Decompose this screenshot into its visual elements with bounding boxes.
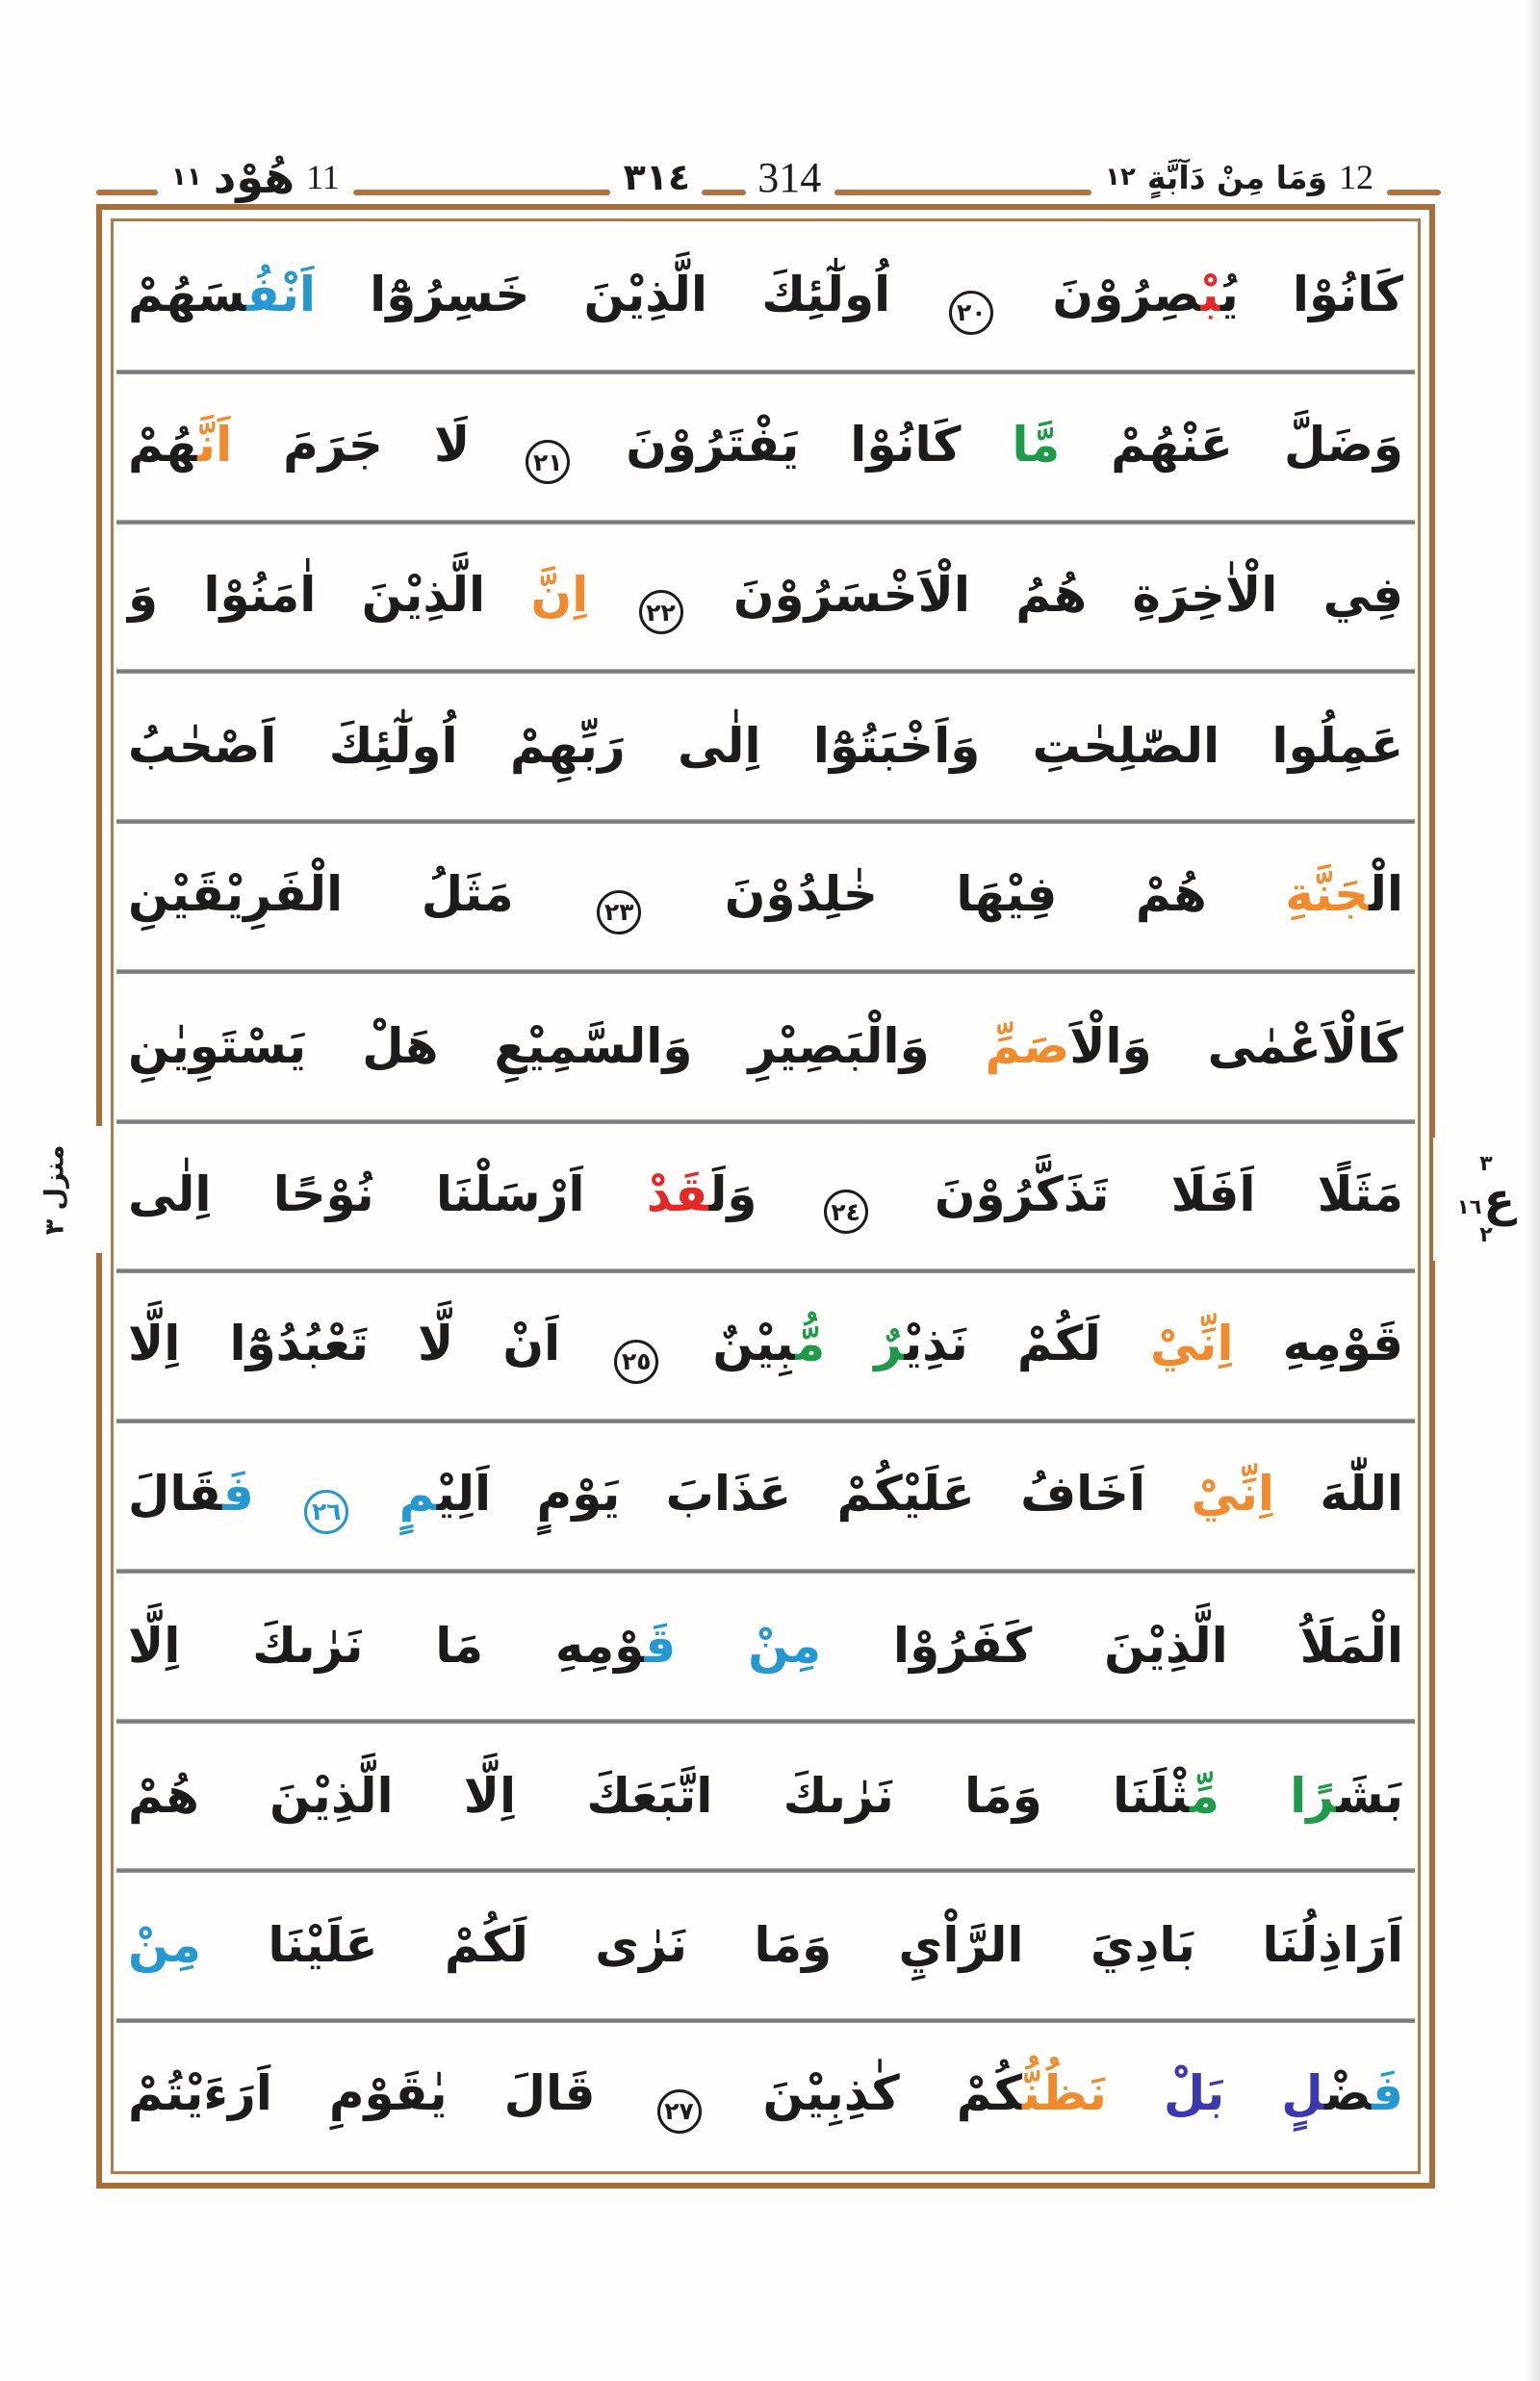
quran-line-text — [116, 1909, 1415, 1982]
text-segment: الْمَلَاُ الَّذِيْنَ كَفَرُوْا — [821, 1617, 1403, 1674]
text-segment: مِنْ قَ‍ — [644, 1617, 822, 1674]
text-segment: اِنِّيْ — [1150, 1316, 1234, 1372]
ayah-marker: ٢٦ — [304, 1490, 348, 1534]
text-segment: وَالْبَصِيْرِ وَالسَّمِيْعِ هَلْ يَسْتَوِيٰنِ — [128, 1017, 986, 1074]
text-segment: اِنِّيْ — [1191, 1466, 1274, 1523]
quran-line-10 — [116, 1574, 1415, 1719]
text-segment: الْ‍ — [1369, 866, 1403, 923]
text-segment: لَكُمْ نَذِيْ‍ — [904, 1316, 1151, 1372]
text-segment — [254, 1466, 299, 1522]
text-segment — [1107, 2065, 1164, 2121]
page-number-arabic: ٣١٤ — [623, 156, 691, 198]
text-segment: مَثَلُ الْفَرِيْقَيْنِ — [128, 866, 593, 923]
text-segment: صَمِّ — [985, 1017, 1070, 1074]
text-segment: وَضَلَّ عَنْهُمْ — [1060, 416, 1403, 473]
text-segment: بَشَ‍ — [1336, 1767, 1403, 1824]
quran-line-8 — [116, 1273, 1415, 1419]
text-segment: ‍وْمِهِ مَا نَرٰىكَ اِلَّا — [128, 1617, 645, 1674]
text-segment: لَا جَرَمَ — [232, 416, 522, 473]
text-segment: نَظُنُّ‍ — [1021, 2065, 1107, 2122]
quran-line-6 — [116, 974, 1415, 1119]
quran-line-text — [116, 409, 1415, 485]
ruku-marker — [1442, 1128, 1530, 1272]
quran-line-13 — [116, 2023, 1415, 2168]
quran-line-text — [116, 2058, 1415, 2134]
ayah-marker: ٢٧ — [657, 2089, 702, 2134]
quran-line-12 — [116, 1873, 1415, 2018]
quran-line-text — [116, 1458, 1415, 1534]
text-segment: اَرَاذِلُنَا بَادِيَ الرَّاْيِ وَمَا نَرٰى لَكُمْ عَلَيْنَا — [200, 1917, 1403, 1974]
ruku-ain-group — [1456, 1173, 1516, 1227]
text-segment: فَ‍ — [222, 1466, 254, 1523]
text-segment: ‍بِيْنٌ — [663, 1316, 796, 1372]
quran-line-2 — [116, 374, 1415, 520]
text-segment: اَخَافُ عَلَيْكُمْ عَذَابَ يَوْمٍ اَلِيْ‍ — [436, 1466, 1192, 1523]
text-segment: ‍صِرُوْنَ — [998, 267, 1201, 323]
quran-line-5 — [116, 824, 1415, 969]
text-segment: اَرْسَلْنَا نُوْحًا اِلٰى — [128, 1165, 647, 1222]
quran-line-text — [116, 1610, 1415, 1682]
quran-line-3 — [116, 525, 1415, 670]
ruku-surah-count: ٣ — [1479, 1152, 1493, 1176]
quran-line-7 — [116, 1124, 1415, 1269]
quran-line-text — [116, 559, 1415, 635]
text-segment: ‍مٍ — [353, 1466, 437, 1523]
page-edge-shadow — [1525, 0, 1540, 2381]
quran-line-text — [116, 1159, 1415, 1235]
text-segment: ‍رًا مِّ‍ — [1189, 1767, 1337, 1824]
mushaf-lines — [116, 224, 1415, 2168]
quran-line-4 — [116, 674, 1415, 819]
text-segment: ‍ضْ‍ — [1323, 2065, 1373, 2122]
text-segment: ‍جَنَّةِ — [1285, 866, 1370, 923]
text-segment: فَ‍ — [1372, 2065, 1403, 2122]
quran-line-11 — [116, 1724, 1415, 1869]
ayah-marker: ٢٢ — [639, 590, 683, 634]
text-segment: هُمْ فِيْهَا خٰلِدُوْنَ — [646, 866, 1286, 923]
ayah-marker: ٢١ — [526, 440, 570, 484]
page-number-group — [610, 153, 835, 202]
text-segment: كَانُوْا يُ‍ — [1219, 267, 1403, 323]
quran-line-9 — [116, 1423, 1415, 1569]
text-segment: ‍هُمْ — [128, 416, 198, 473]
text-segment: ‍بْ‍ — [1200, 267, 1220, 323]
text-segment: ‍رٌ مُّ‍ — [795, 1316, 905, 1372]
text-segment: قَوْمِهِ — [1233, 1316, 1403, 1372]
surah-name: هُوْد — [213, 151, 295, 203]
text-segment: اَنْ لَّا تَعْبُدُوْٓا اِلَّا — [128, 1316, 610, 1372]
text-segment: ‍كُمْ كٰذِبِيْنَ — [706, 2065, 1022, 2122]
quran-line-text — [116, 710, 1415, 782]
ayah-marker: ٢٤ — [824, 1190, 868, 1234]
text-segment: ‍سَهُمْ — [128, 267, 247, 323]
ruku-ayah-count: ١٦ — [1456, 1194, 1482, 1218]
text-segment: مِنْ — [128, 1917, 201, 1974]
text-segment: مَّا — [1012, 416, 1061, 473]
surah-number-latin: 11 — [306, 158, 340, 196]
text-segment: قَالَ يٰقَوْمِ اَرَءَيْتُمْ — [128, 2065, 653, 2122]
ain-icon: ع — [1483, 1173, 1516, 1227]
text-segment: ‍قَدْ — [646, 1165, 709, 1222]
text-segment: عَمِلُوا الصّٰلِحٰتِ وَاَخْبَتُوْٓا اِلٰى رَبِّهِمْ اُولٰٓئِكَ اَصْحٰبُ — [128, 718, 1403, 775]
quran-line-text — [116, 1011, 1415, 1083]
text-segment: كَانُوْا يَفْتَرُوْنَ — [575, 416, 1013, 473]
manzil-label: منزل ٣ — [39, 1144, 70, 1235]
surah-number-arabic: ١١ — [171, 163, 202, 192]
text-segment: اَنْفُ‍ — [246, 267, 317, 323]
text-segment: اُولٰٓئِكَ الَّذِيْنَ خَسِرُوْٓا — [316, 267, 945, 323]
juz-number-arabic: ١٢ — [1105, 163, 1136, 192]
page-header — [96, 142, 1441, 212]
text-segment: اللّٰهَ — [1273, 1466, 1403, 1523]
ayah-marker: ٢٥ — [614, 1340, 658, 1384]
text-segment: ‍لٍ بَلْ — [1163, 2065, 1324, 2122]
text-segment: الَّذِيْنَ اٰمَنُوْا وَ — [128, 566, 531, 623]
page-number-latin: 314 — [757, 153, 822, 201]
text-segment: ‍قَالَ — [128, 1466, 223, 1523]
text-segment: اَنَّ‍ — [197, 416, 233, 473]
quran-line-1 — [116, 224, 1415, 370]
text-segment: اِنَّ — [530, 566, 589, 623]
text-segment: كَالْاَعْمٰى وَالْاَ — [1069, 1017, 1404, 1074]
quran-line-text — [116, 858, 1415, 934]
text-segment: فِي الْاٰخِرَةِ هُمُ الْاَخْسَرُوْنَ — [687, 566, 1404, 623]
ruku-juz-count: ٢ — [1479, 1223, 1493, 1247]
header-rule — [834, 190, 1091, 195]
ayah-marker: ٢٠ — [949, 291, 993, 335]
text-segment: ‍ثْلَنَا وَمَا نَرٰىكَ اتَّبَعَكَ اِلَّا الَّذِيْنَ هُمْ — [128, 1767, 1190, 1824]
juz-name: وَمَا مِنْ دَآبَّةٍ — [1146, 158, 1328, 196]
quran-line-text — [116, 1760, 1415, 1832]
text-segment: وَلَ‍ — [708, 1165, 819, 1222]
header-rule — [96, 190, 158, 195]
surah-title-group — [158, 151, 353, 203]
header-rule — [1387, 190, 1441, 195]
quran-line-text — [116, 259, 1415, 335]
ayah-marker: ٢٣ — [597, 890, 641, 934]
text-segment: مَثَلًا اَفَلَا تَذَكَّرُوْنَ — [872, 1165, 1404, 1222]
juz-number-latin: 12 — [1339, 158, 1374, 196]
header-rule — [702, 190, 746, 195]
text-segment — [588, 567, 633, 623]
quran-line-text — [116, 1308, 1415, 1384]
juz-title-group — [1091, 157, 1387, 197]
manzil-marker — [13, 1118, 96, 1261]
header-rule — [353, 190, 610, 195]
